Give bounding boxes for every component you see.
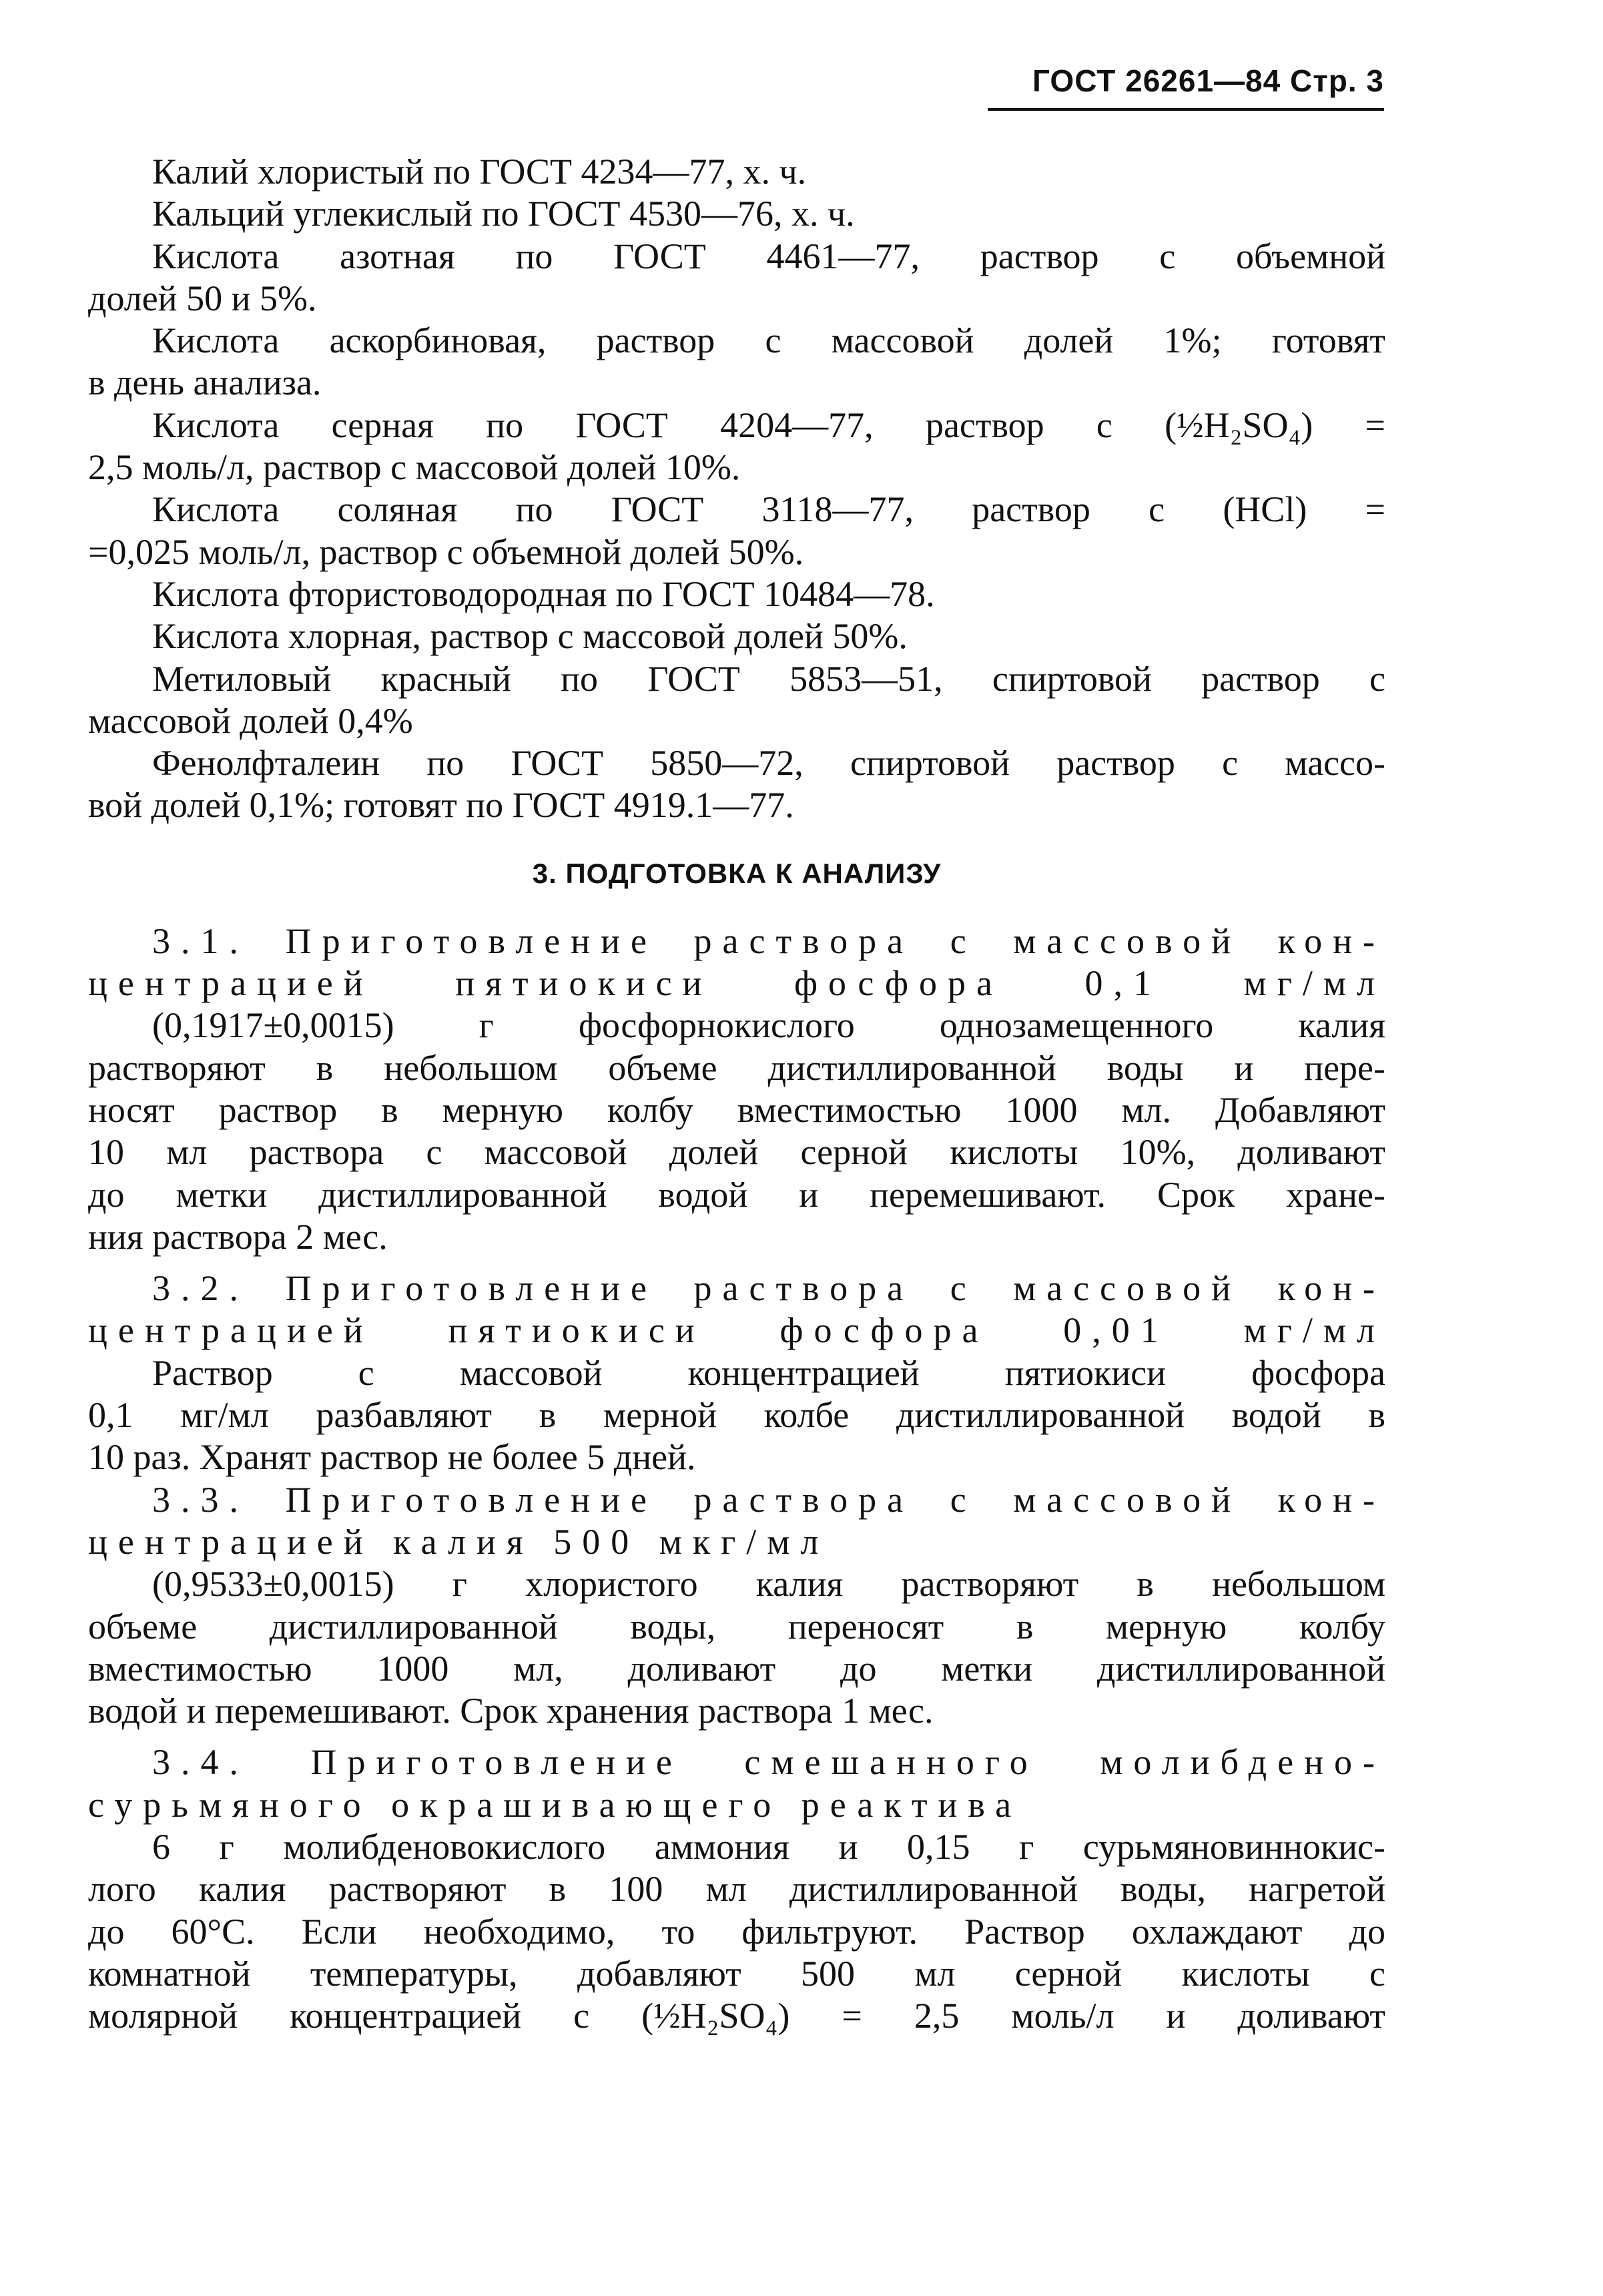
subsection-heading: 3.1. Приготовление раствора с массовой кон- xyxy=(152,920,1385,961)
paragraph-line: вместимостью 1000 мл, доливают до метки дистиллированной xyxy=(88,1648,1385,1689)
subsection-heading: 3.2. Приготовление раствора с массовой кон- xyxy=(152,1268,1385,1309)
subsection-heading: 3.3. Приготовление раствора с массовой кон- xyxy=(152,1479,1385,1520)
reagent-line: Кислота фтористоводородная по ГОСТ 10484—78. xyxy=(152,573,935,614)
reagent-line: Кислота азотная по ГОСТ 4461—77, раствор с объемной xyxy=(152,236,1385,276)
subsection-heading: центрацией пятиокиси фосфора 0,1 мг/мл xyxy=(88,963,1385,1004)
reagent-line: в день анализа. xyxy=(88,362,322,403)
reagent-line: Метиловый красный по ГОСТ 5853—51, спиртовой раствор с xyxy=(152,658,1385,699)
subsection-heading: 3.4. Приготовление смешанного молибдено- xyxy=(152,1742,1385,1783)
paragraph-line: до метки дистиллированной водой и перемешивают. Срок хране- xyxy=(88,1174,1385,1215)
section-title: 3. ПОДГОТОВКА К АНАЛИЗУ xyxy=(532,857,942,889)
page-header: ГОСТ 26261—84 Стр. 3 xyxy=(988,61,1384,111)
paragraph-line: 10 раз. Хранят раствор не более 5 дней. xyxy=(88,1437,696,1478)
subsection-heading: центрацией пятиокиси фосфора 0,01 мг/мл xyxy=(88,1310,1385,1351)
paragraph-line: водой и перемешивают. Срок хранения раствора 1 мес. xyxy=(88,1691,934,1731)
reagent-line: Кислота соляная по ГОСТ 3118—77, раствор c (HCl) = xyxy=(152,489,1385,530)
paragraph-line: Раствор с массовой концентрацией пятиокиси фосфора xyxy=(152,1352,1385,1393)
paragraph-line: 6 г молибденовокислого аммония и 0,15 г сурьмяновиннокис- xyxy=(152,1826,1385,1867)
reagent-line: Кальций углекислый по ГОСТ 4530—76, х. ч. xyxy=(152,194,855,234)
reagent-line: Кислота серная по ГОСТ 4204—77, раствор c (½H₂SO₄) = xyxy=(152,404,1385,445)
paragraph-line: растворяют в небольшом объеме дистиллированной воды и пере- xyxy=(88,1047,1385,1088)
paragraph-line: комнатной температуры, добавляют 500 мл серной кислоты с xyxy=(88,1953,1385,1994)
paragraph-line: лого калия растворяют в 100 мл дистиллированной воды, нагретой xyxy=(88,1869,1385,1910)
paragraph-line: до 60°С. Если необходимо, то фильтруют. Раствор охлаждают до xyxy=(88,1911,1385,1952)
paragraph-line: (0,9533±0,0015) г хлористого калия растворяют в небольшом xyxy=(152,1564,1385,1605)
reagent-line: 2,5 моль/л, раствор с массовой долей 10%. xyxy=(88,447,741,488)
paragraph-line: носят раствор в мерную колбу вместимостью 1000 мл. Добавляют xyxy=(88,1089,1385,1130)
subsection-heading: центрацией калия 500 мкг/мл xyxy=(88,1521,830,1562)
reagent-line: Кислота хлорная, раствор с массовой долей 50%. xyxy=(152,616,908,657)
paragraph-line: объеме дистиллированной воды, переносят в мерную колбу xyxy=(88,1606,1385,1647)
reagent-line: Калий хлористый по ГОСТ 4234—77, х. ч. xyxy=(152,152,807,192)
paragraph-line: 10 мл раствора с массовой долей серной кислоты 10%, доливают xyxy=(88,1132,1385,1173)
paragraph-line: молярной концентрацией c (½H₂SO₄) = 2,5 моль/л и доливают xyxy=(88,1996,1385,2036)
paragraph-line: (0,1917±0,0015) г фосфорнокислого однозамещенного калия xyxy=(152,1005,1385,1046)
reagent-line: =0,025 моль/л, раствор с объемной долей 50%. xyxy=(88,531,804,572)
paragraph-line: 0,1 мг/мл разбавляют в мерной колбе дистиллированной водой в xyxy=(88,1395,1385,1436)
reagent-line: массовой долей 0,4% xyxy=(88,700,413,741)
paragraph-line: ния раствора 2 мес. xyxy=(88,1216,388,1257)
reagent-line: долей 50 и 5%. xyxy=(88,278,317,318)
page-body xyxy=(88,151,1385,2037)
reagent-line: Кислота аскорбиновая, раствор с массовой долей 1%; готовят xyxy=(152,320,1385,361)
subsection-heading: сурьмяного окрашивающего реактива xyxy=(88,1784,1022,1825)
reagent-line: Фенолфталеин по ГОСТ 5850—72, спиртовой раствор с массо- xyxy=(152,743,1385,784)
reagent-line: вой долей 0,1%; готовят по ГОСТ 4919.1—77. xyxy=(88,785,794,826)
